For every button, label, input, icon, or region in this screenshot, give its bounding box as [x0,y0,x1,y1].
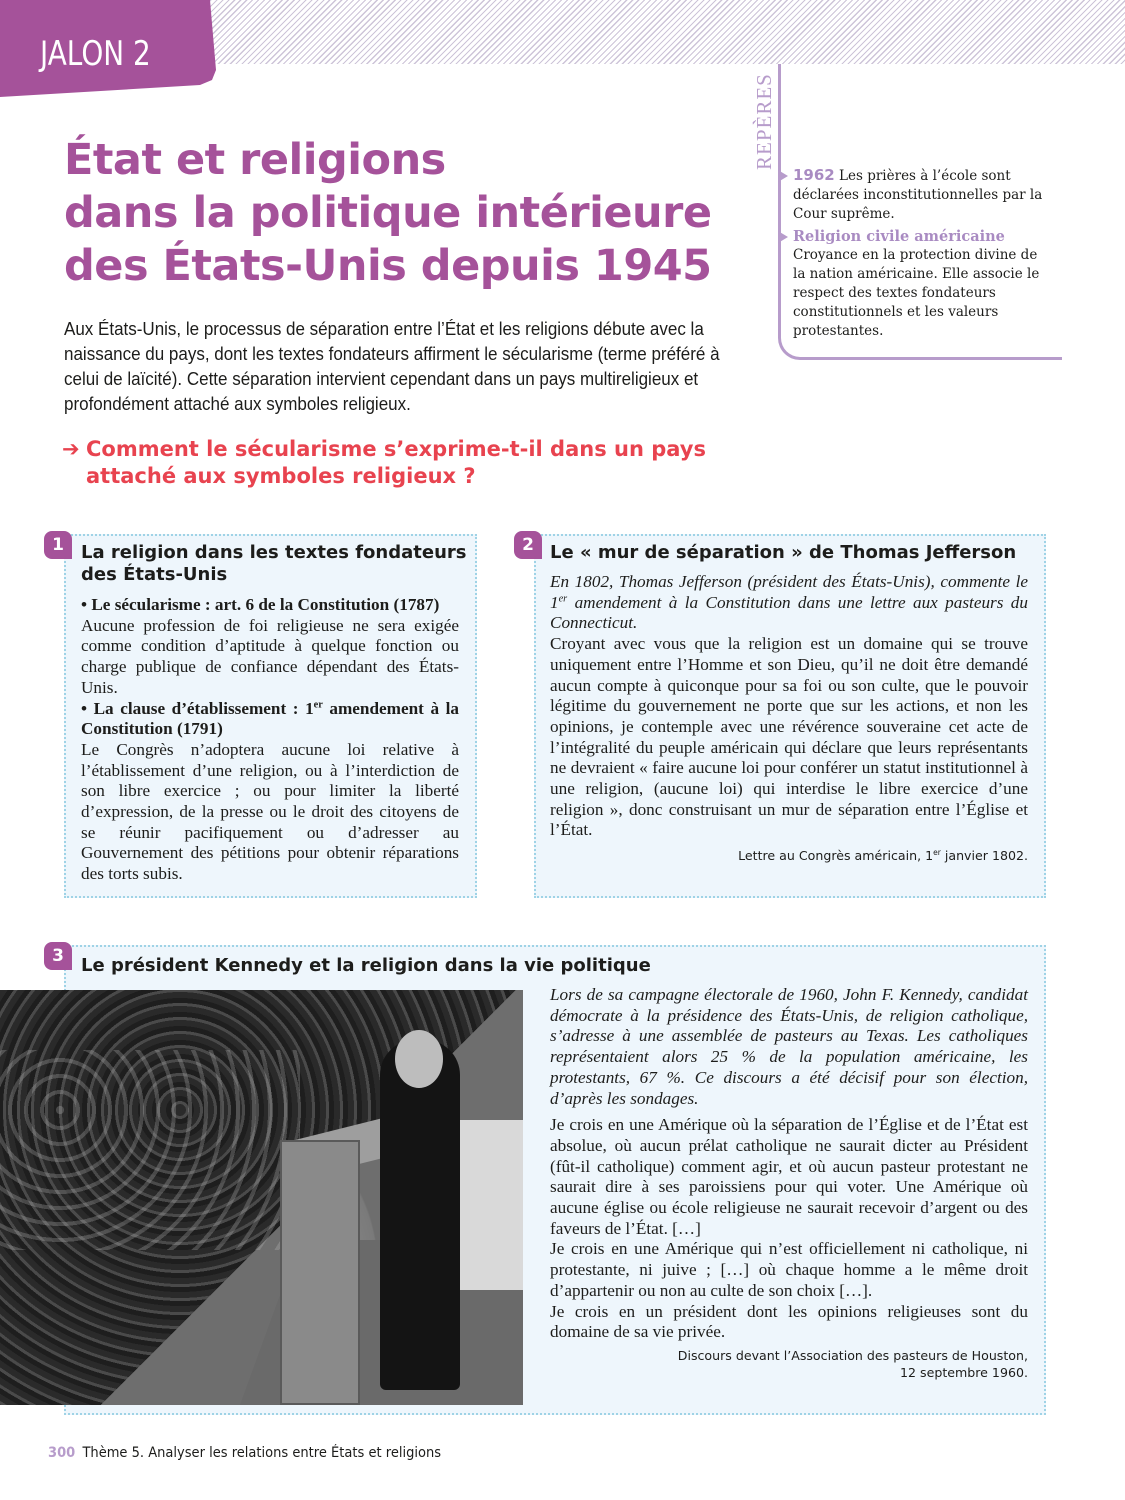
doc3-paragraph-3: Je crois en un président dont les opinions religieuses sont du domaine de sa vie privée. [550,1301,1028,1342]
superscript: er [558,592,568,604]
title-line-1: État et religions [64,135,446,185]
title-line-2: dans la politique intérieure [64,188,712,238]
doc1-section2-text: Le Congrès n’adoptera aucune loi relative à l’établissement d’une religion, ou à l’interdiction de son libre exercice ; ou pour limiter la liberté d’expression, de la presse ou le droit des citoyens de se réunir pacifiquement ou d’adresser au Gouvernement des pétitions pour obtenir réparations des torts subis. [81,739,459,884]
document-1-title-line-1: La religion dans les textes fondateurs [81,542,467,563]
document-number-badge: 1 [44,531,72,559]
photo-audience [0,1050,300,1250]
question-line-2: attaché aux symboles religieux ? [86,464,476,488]
problem-question [62,436,722,490]
doc3-source [550,1347,1028,1381]
footer-theme: Thème 5. Analyser les relations entre États et religions [82,1445,442,1461]
doc2-intro [550,572,1028,634]
page-footer [48,1445,441,1461]
reperes-text: Croyance en la protection divine de la nation américaine. Elle associe le respect des textes fondateurs constitutionnels et les valeurs protestantes. [793,247,1040,339]
document-number-badge: 2 [514,531,542,559]
page-number: 300 [48,1445,76,1461]
intro-paragraph: Aux États-Unis, le processus de séparation entre l’État et les religions débute avec la naissance du pays, dont les textes fondateurs affirment le sécularisme (terme préféré à celui de laïcité). Cette séparation intervient cependant dans un pays multireligieux et profondément attaché aux symboles religieux. [64,318,720,414]
reperes-item-religion-civile [793,227,1053,341]
doc2-source [550,847,1028,864]
reperes-item-1962 [793,166,1053,224]
triangle-bullet-icon [778,231,788,243]
superscript: er [933,847,941,857]
doc2-intro-post: amendement à la Constitution dans une lettre aux pasteurs du Connecticut. [550,592,1028,633]
doc2-intro-pre: En 1802, Thomas Jefferson (président des États-Unis), commente le 1 [550,572,1028,612]
document-3-title: Le président Kennedy et la religion dans la vie politique [81,955,651,976]
reperes-key: Religion civile américaine [793,228,1005,245]
superscript: er [313,698,323,710]
reperes-label: REPÈRES [752,73,776,170]
document-number-badge: 3 [44,942,72,970]
doc3-paragraph-1: Je crois en une Amérique où la séparation de l’Église et de l’État est absolue, où aucun prélat catholique ne saurait dicter au Président (fût-il catholique) comment agir, et où aucun pasteur protestant ne saurait dire à ses paroissiens pour qui voter. Une Amérique où aucune église ou école religieuse ne saurait recevoir d’argent ou des faveurs de l’État. […] [550,1115,1028,1238]
page-title [64,134,744,293]
doc1-section1-heading: • Le sécularisme : art. 6 de la Constitution (1787) [81,595,440,614]
photo-table [460,1120,523,1290]
question-line-1: Comment le sécularisme s’exprime-t-il dans un pays [86,437,706,461]
doc3-paragraph-2: Je crois en une Amérique qui n’est officiellement ni catholique, ni protestante, ni juive ; […] où chaque homme a le même droit d’appartenir ou non au culte de son choix […]. [550,1239,1028,1300]
reperes-text: Les prières à l’école sont déclarées inconstitutionnelles par la Cour suprême. [793,168,1043,222]
header-hatch-pattern [200,0,1125,64]
doc3-intro: Lors de sa campagne électorale de 1960, John F. Kennedy, candidat démocrate à la présidence des États-Unis, de religion catholique, s’adresse à une assemblée de pasteurs au Texas. Les catholiques représentaient alors 25 % de la population américaine, les protestants, 67 %. Ce discours a été décisif pour son élection, d’après les sondages. [550,985,1028,1108]
photo-podium [280,1140,360,1405]
document-1-body [81,595,459,885]
doc1-section2-heading-pre: • La clause d’établissement : 1 [81,698,314,718]
document-2-title: Le « mur de séparation » de Thomas Jefferson [550,542,1017,563]
doc2-quote: Croyant avec vous que la religion est un domaine qui se trouve uniquement entre l’Homme et son Dieu, qu’il ne doit être demandé aucun compte à quiconque pour sa foi ou son culte, que le pouvoir légitime du gouvernement ne porte que sur les actions, et non les opinions, je contemple avec une révérence souveraine cet acte de l’intégralité du peuple américain qui déclare que leurs représentants ne devraient « faire aucune loi pour conférer un statut institutionnel à une religion, (aucune loi) qui interdise le libre exercice d’une religion », donc construisant un mur de séparation entre l’Église et l’État. [550,634,1028,840]
document-1-title [81,542,471,586]
title-line-3: des États-Unis depuis 1945 [64,241,712,291]
doc1-section1-text: Aucune profession de foi religieuse ne sera exigée comme condition d’aptitude à quelque fonction ou charge publique de confiance dépendant des États-Unis. [81,615,459,697]
doc2-source-pre: Lettre au Congrès américain, 1 [738,848,934,864]
photo-speaker [380,1040,460,1390]
document-1-title-line-2: des États-Unis [81,564,228,585]
doc3-source-line-1: Discours devant l’Association des pasteurs de Houston, [677,1347,1028,1363]
kennedy-speech-photo [0,990,523,1405]
triangle-bullet-icon [778,170,788,182]
jalon-label: JALON 2 [40,34,151,74]
photo-speaker-head [395,1030,443,1088]
reperes-key: 1962 [793,166,835,184]
doc1-section2-heading-post: amendement à la Constitution (1791) [81,698,459,739]
document-3-body [550,985,1028,1381]
arrow-right-icon: ➔ [62,437,80,461]
document-2-body [550,572,1028,864]
doc1-section2-heading [81,699,459,740]
doc3-source-line-2: 12 septembre 1960. [900,1364,1028,1380]
doc2-source-post: janvier 1802. [940,848,1028,864]
